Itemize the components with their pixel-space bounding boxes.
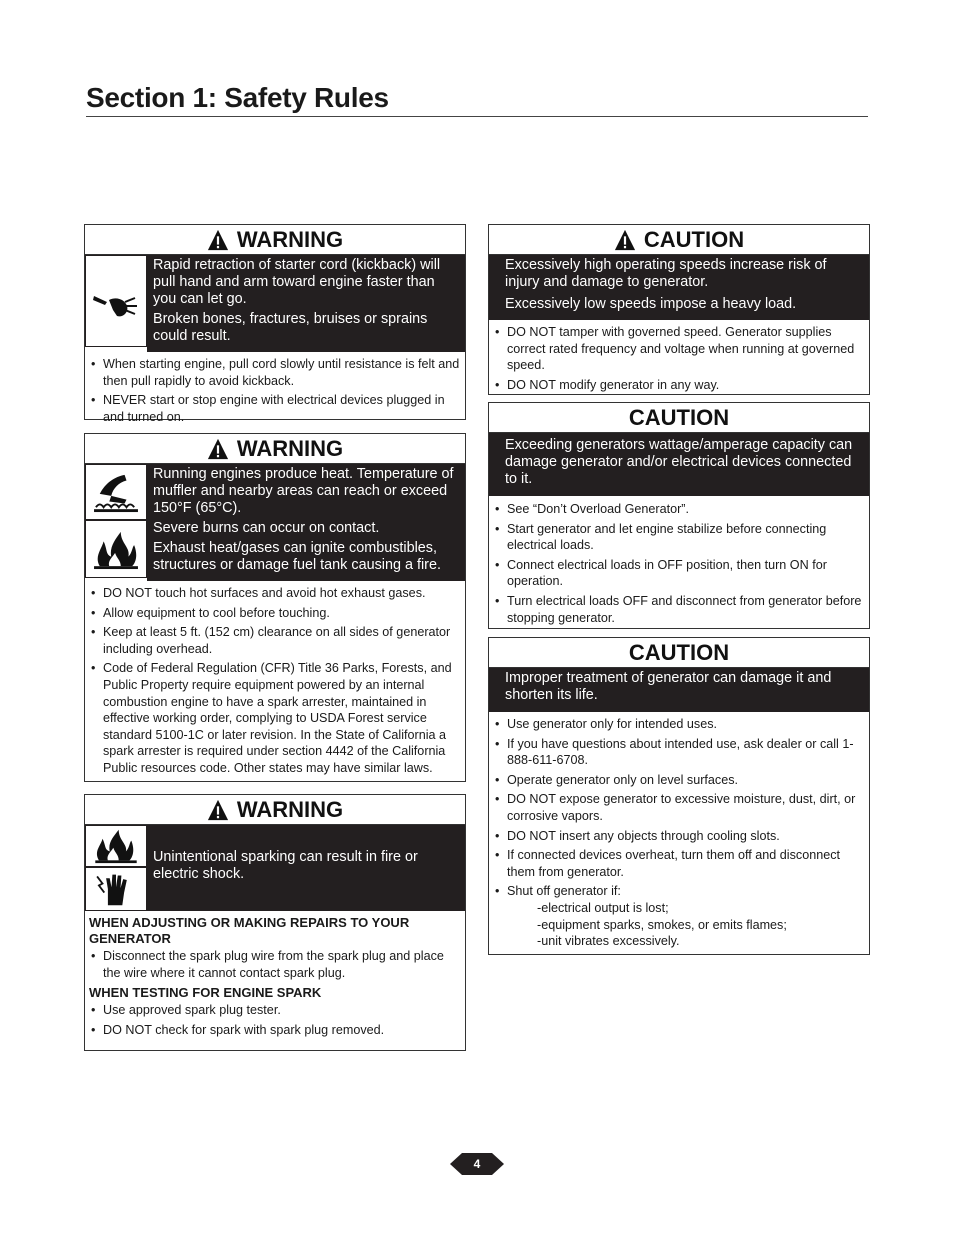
safety-list	[85, 947, 465, 981]
hazard-text: Excessively high operating speeds increase risk of injury and damage to generator.	[505, 257, 827, 290]
page-title: Section 1: Safety Rules	[86, 82, 868, 117]
hazard-panel	[85, 464, 465, 581]
caution-treatment-box	[488, 637, 870, 955]
warning-heat-box	[84, 433, 466, 782]
list-item: • Operate generator only on level surfaces.	[493, 772, 865, 789]
list-item: • Shut off generator if:	[493, 883, 865, 900]
hazard-text: Exceeding generators wattage/amperage capacity can damage generator and/or electrical devices connected to it.	[505, 437, 853, 487]
caution-header	[489, 225, 869, 255]
list-item: • DO NOT check for spark with spark plug removed.	[89, 1022, 461, 1039]
list-item: • NEVER start or stop engine with electrical devices plugged in and turned on.	[89, 392, 461, 425]
kickback-hand-icon	[85, 255, 147, 347]
fire-icon	[85, 520, 147, 578]
list-item: • Allow equipment to cool before touching.	[89, 605, 461, 622]
list-item: • DO NOT modify generator in any way.	[493, 377, 865, 394]
warning-label: WARNING	[236, 435, 344, 461]
list-subitem: -unit vibrates excessively.	[537, 934, 680, 949]
warning-header	[85, 795, 465, 825]
safety-list	[489, 496, 869, 633]
warning-kickback-box	[84, 224, 466, 424]
list-item: • DO NOT touch hot surfaces and avoid hot exhaust gases.	[89, 585, 461, 602]
caution-label: CAUTION	[628, 639, 730, 665]
section-subheading: WHEN TESTING FOR ENGINE SPARK	[89, 985, 322, 1001]
list-item: • If connected devices overheat, turn them off and disconnect them from generator.	[493, 847, 865, 880]
list-item: • DO NOT expose generator to excessive moisture, dust, dirt, or corrosive vapors.	[493, 791, 865, 824]
list-item: • See “Don’t Overload Generator”.	[493, 501, 865, 518]
list-item: • Keep at least 5 ft. (152 cm) clearance on all sides of generator including overhead.	[89, 624, 461, 657]
warning-triangle-icon	[207, 229, 229, 251]
hazard-panel	[85, 255, 465, 352]
list-item: • DO NOT tamper with governed speed. Generator supplies correct rated frequency and voltage when running at governed speed.	[493, 324, 865, 374]
warning-header	[85, 225, 465, 255]
list-item: • Disconnect the spark plug wire from the spark plug and place the wire where it cannot contact spark plug.	[89, 948, 461, 981]
hazard-text: Unintentional sparking can result in fire or electric shock.	[153, 848, 418, 882]
safety-list	[489, 320, 869, 400]
safety-list	[85, 581, 465, 784]
safety-list	[489, 712, 869, 954]
warning-label: WARNING	[236, 796, 344, 822]
safety-list	[85, 352, 465, 432]
list-item: • Use approved spark plug tester.	[89, 1002, 461, 1019]
hazard-text: Running engines produce heat. Temperature of muffler and nearby areas can reach or exceed 150°F (65°C).	[153, 466, 454, 516]
warning-header	[85, 434, 465, 464]
warning-triangle-icon	[207, 438, 229, 460]
hazard-panel	[85, 825, 465, 911]
list-subitem: -equipment sparks, smokes, or emits flames;	[537, 917, 787, 932]
list-item: • Connect electrical loads in OFF position, then turn ON for operation.	[493, 557, 865, 590]
warning-triangle-icon	[614, 229, 636, 251]
page-number	[450, 1151, 504, 1177]
hot-surface-icon	[85, 464, 147, 520]
caution-header	[489, 638, 869, 668]
safety-list	[85, 1001, 465, 1045]
list-subitem: -electrical output is lost;	[537, 900, 669, 915]
fire-icon	[85, 825, 147, 867]
list-item: • Turn electrical loads OFF and disconnect from generator before stopping generator.	[493, 593, 865, 626]
warning-spark-box	[84, 794, 466, 1051]
list-item: • If you have questions about intended use, ask dealer or call 1-888-611-6708.	[493, 736, 865, 769]
list-item: • When starting engine, pull cord slowly until resistance is felt and then pull rapidly to avoid kickback.	[89, 356, 461, 389]
hazard-text: Improper treatment of generator can damage it and shorten its life.	[505, 670, 832, 703]
page-number-text: 4	[473, 1157, 481, 1171]
hazard-panel	[489, 433, 869, 496]
warning-label: WARNING	[236, 226, 344, 252]
hazard-text: Broken bones, fractures, bruises or sprains could result.	[153, 311, 428, 344]
caution-speed-box	[488, 224, 870, 395]
hazard-panel	[489, 668, 869, 712]
hazard-text: Rapid retraction of starter cord (kickback) will pull hand and arm toward engine faster than you can let go.	[153, 257, 441, 307]
caution-label: CAUTION	[628, 404, 730, 430]
hazard-text: Severe burns can occur on contact.	[153, 520, 380, 536]
hazard-text: Excessively low speeds impose a heavy load.	[505, 296, 797, 312]
list-item: • Start generator and let engine stabilize before connecting electrical loads.	[493, 521, 865, 554]
caution-overload-box	[488, 402, 870, 629]
warning-triangle-icon	[207, 799, 229, 821]
list-item: • Code of Federal Regulation (CFR) Title 36 Parks, Forests, and Public Property require equipment powered by an internal combustion engine to have a spark arrester, maintained in effective working order, complying to USDA Forest service standard 5100-1C or later revision. In the State of California a spark arrester is required under section 4442 of the California Public resources code. Other states may have similar laws.	[89, 660, 461, 776]
caution-label: CAUTION	[643, 226, 745, 252]
list-item: • DO NOT insert any objects through cooling slots.	[493, 828, 865, 845]
hazard-panel	[489, 255, 869, 320]
hazard-text: Exhaust heat/gases can ignite combustibles, structures or damage fuel tank causing a fire.	[153, 540, 441, 573]
section-subheading: WHEN ADJUSTING OR MAKING REPAIRS TO YOUR GENERATOR	[89, 915, 410, 946]
caution-header	[489, 403, 869, 433]
electric-shock-icon	[85, 867, 147, 911]
list-item: • Use generator only for intended uses.	[493, 716, 865, 733]
